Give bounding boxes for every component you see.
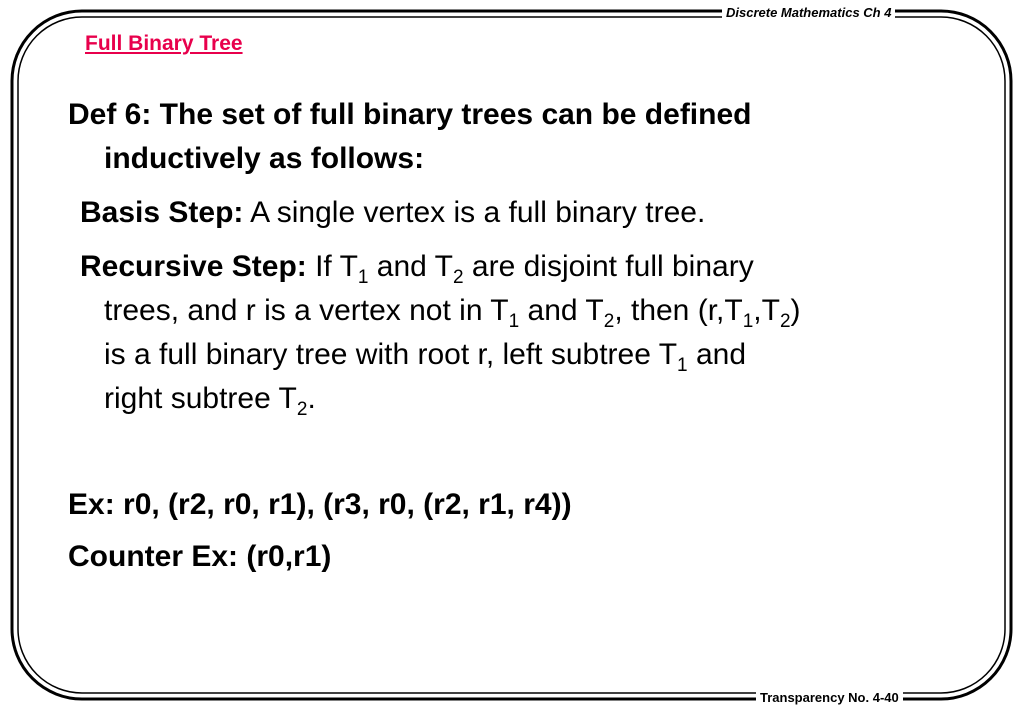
slide-title: Full Binary Tree bbox=[85, 32, 243, 55]
recursive-step-line-4: right subtree $T_2$. bbox=[104, 382, 316, 420]
course-label: Discrete Mathematics Ch 4 bbox=[722, 5, 895, 20]
example-line: Ex: r0, (r2, r0, r1), (r3, r0, (r2, r1, r4)) bbox=[68, 488, 572, 521]
transparency-number: Transparency No. 4-40 bbox=[756, 690, 903, 705]
basis-step bbox=[80, 191, 705, 235]
basis-step-text: A single vertex is a full binary tree. bbox=[243, 196, 706, 229]
recursive-step-label: Recursive Step: bbox=[80, 250, 307, 283]
definition-line-2: inductively as follows: bbox=[104, 142, 425, 175]
basis-step-label: Basis Step: bbox=[80, 196, 244, 229]
counter-example-line: Counter Ex: (r0,r1) bbox=[68, 540, 332, 573]
definition-line-1: Def 6: The set of full binary trees can be defined bbox=[68, 98, 752, 131]
recursive-step-line-2: trees, and r is a vertex not in $T_1$ and $T_2$, then $(r,T_1,T_2)$ bbox=[104, 294, 801, 332]
recursive-step-line-3: is a full binary tree with root r, left subtree $T_1$ and bbox=[104, 338, 747, 376]
recursive-step-line-1: Recursive Step: If $T_1$ and $T_2$ are disjoint full binary bbox=[80, 250, 754, 288]
